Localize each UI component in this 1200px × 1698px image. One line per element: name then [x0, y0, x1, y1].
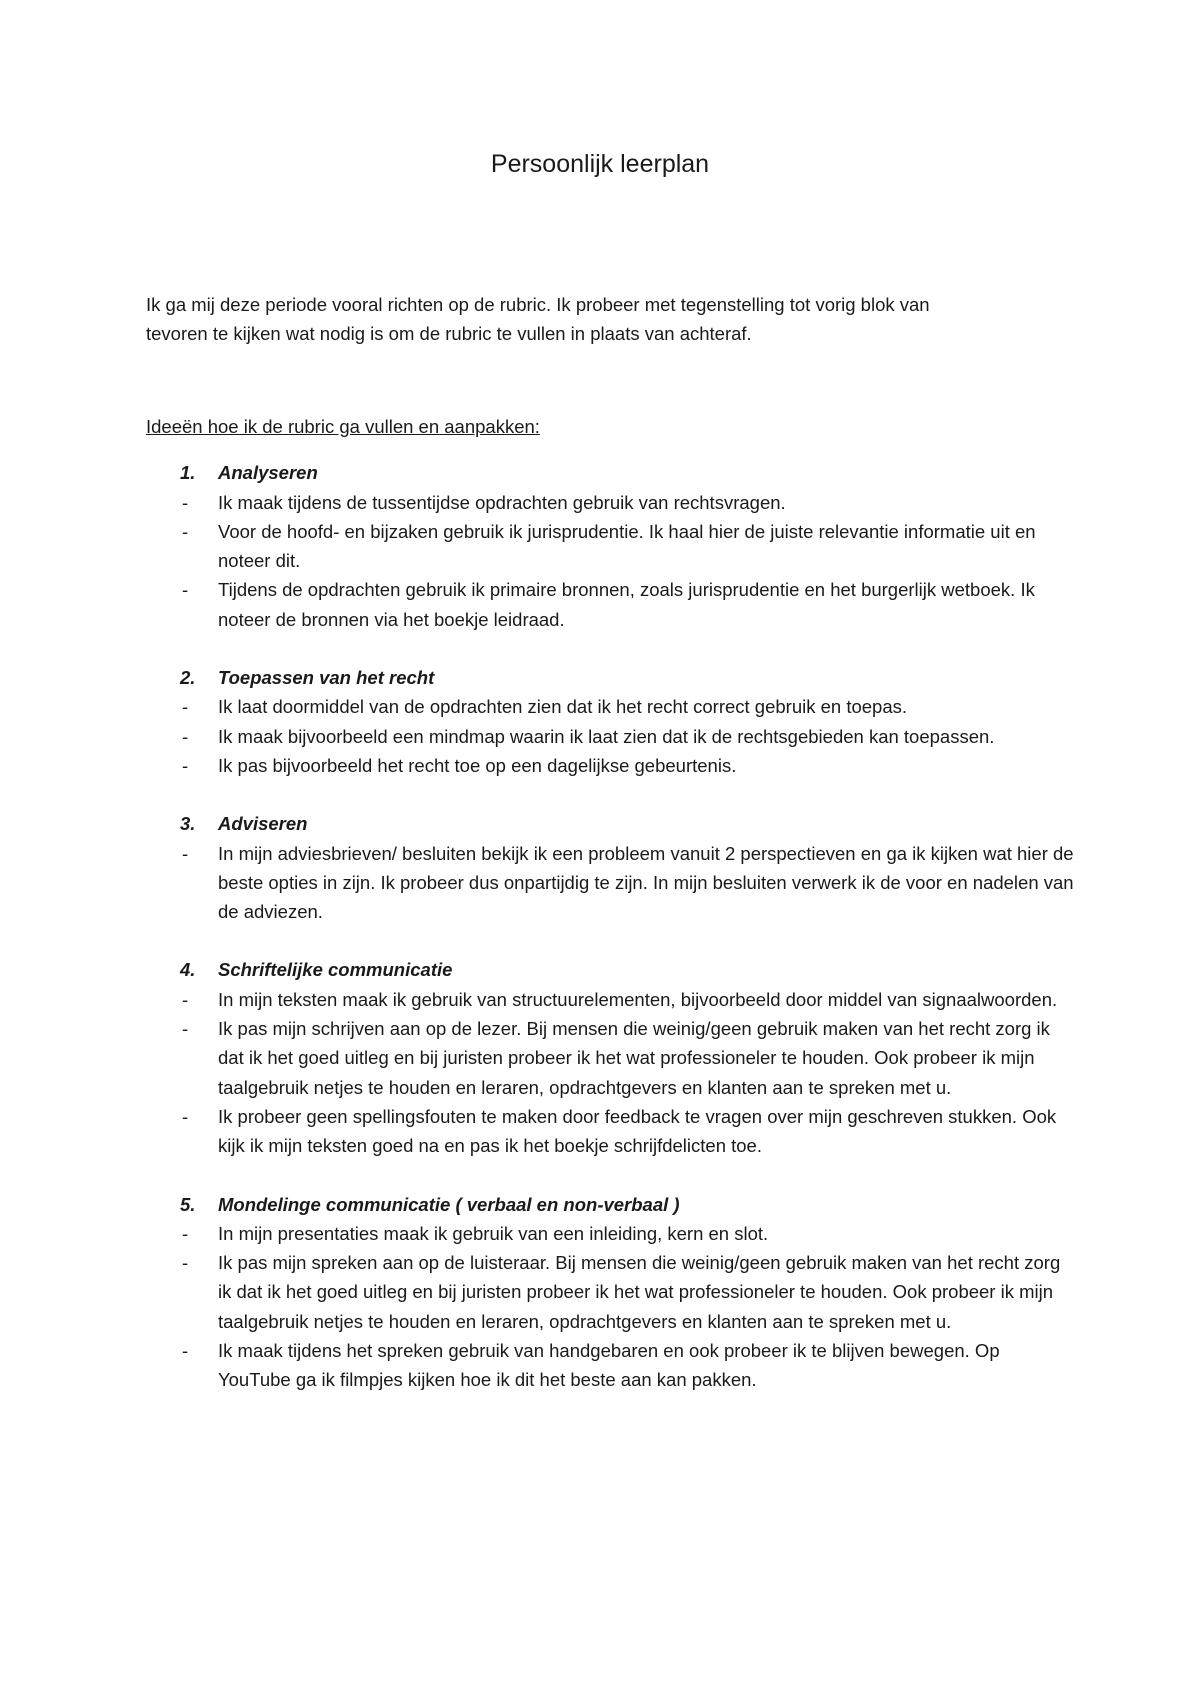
bullet-text: Ik maak tijdens het spreken gebruik van handgebaren en ook probeer ik te blijven bewegen. Op YouTube ga ik filmpjes kijken hoe ik dit het beste aan kan pakken.	[218, 1340, 1000, 1391]
section	[146, 663, 1076, 780]
bullet-text: Ik probeer geen spellingsfouten te maken door feedback te vragen over mijn geschreven stukken. Ook kijk ik mijn teksten goed na en pas ik het boekje schrijfdelicten toe.	[218, 1105, 1057, 1157]
bullet-text: Tijdens de opdrachten gebruik ik primaire bronnen, zoals jurisprudentie en het burgerlijk wetboek. Ik noteer de bronnen via het boekje leidraad.	[218, 579, 1035, 630]
bullet-text: In mijn teksten maak ik gebruik van structuurelementen, bijvoorbeeld door middel van signaalwoorden.	[218, 988, 1058, 1010]
bullet-dash: -	[182, 579, 189, 601]
bullet-dash: -	[182, 520, 189, 542]
bullet-item	[146, 1219, 1076, 1248]
bullet-dash: -	[182, 754, 189, 776]
bullet-text: Ik maak tijdens de tussentijdse opdrachten gebruik van rechtsvragen.	[218, 491, 786, 513]
bullet-dash: -	[182, 1222, 189, 1244]
bullet-item	[146, 1248, 1076, 1336]
section-heading	[146, 663, 1076, 692]
bullet-text: In mijn presentaties maak ik gebruik van een inleiding, kern en slot.	[218, 1222, 769, 1244]
ideas-content	[146, 412, 1076, 1424]
section-heading	[146, 1190, 1076, 1219]
bullet-dash: -	[182, 842, 189, 864]
section-heading	[146, 955, 1076, 984]
bullet-item	[146, 1014, 1076, 1102]
document-title: Persoonlijk leerplan	[490, 150, 710, 178]
section-number: 1.	[180, 462, 196, 484]
section-title: Schriftelijke communicatie	[218, 959, 453, 981]
section-title: Toepassen van het recht	[218, 667, 435, 689]
section-number: 2.	[180, 667, 196, 689]
bullet-text: In mijn adviesbrieven/ besluiten bekijk ik een probleem vanuit 2 perspectieven en ga ik kijken wat hier de beste opties in zijn. Ik probeer dus onpartijdig te zijn. In mijn besluiten verwerk ik de voor en nadelen van de adviezen.	[218, 842, 1074, 923]
bullet-item	[146, 1336, 1076, 1395]
bullet-item	[146, 985, 1076, 1014]
ideas-heading: Ideeën hoe ik de rubric ga vullen en aanpakken:	[146, 416, 540, 437]
section-heading	[146, 809, 1076, 838]
bullet-dash: -	[182, 1340, 189, 1362]
intro-paragraph	[146, 290, 1076, 348]
bullet-dash: -	[182, 491, 189, 513]
intro-line: tevoren te kijken wat nodig is om de rubric te vullen in plaats van achteraf.	[146, 323, 752, 344]
bullet-dash: -	[182, 1252, 189, 1274]
bullet-text: Ik pas mijn schrijven aan op de lezer. Bij mensen die weinig/geen gebruik maken van het recht zorg ik dat ik het goed uitleg en bij juristen probeer ik het wat professioneler te houden. Ook probeer ik mijn taalgebruik netjes te houden en leraren, opdrachtgevers en klanten aan te spreken met u.	[218, 1018, 1050, 1098]
section	[146, 458, 1076, 634]
bullet-item	[146, 722, 1076, 751]
section-title: Mondelinge communicatie ( verbaal en non-verbaal )	[218, 1193, 680, 1215]
section-title: Analyseren	[218, 462, 318, 484]
intro-line: Ik ga mij deze periode vooral richten op de rubric. Ik probeer met tegenstelling tot vorig blok van	[146, 294, 930, 315]
bullet-dash: -	[182, 988, 189, 1010]
section-number: 4.	[180, 959, 196, 981]
bullet-dash: -	[182, 696, 189, 718]
bullet-dash: -	[182, 1018, 189, 1040]
section-number: 3.	[180, 813, 196, 835]
bullet-text: Ik laat doormiddel van de opdrachten zien dat ik het recht correct gebruik en toepas.	[218, 696, 908, 718]
bullet-item	[146, 751, 1076, 780]
bullet-item	[146, 692, 1076, 721]
section-number: 5.	[180, 1193, 196, 1215]
section	[146, 809, 1076, 926]
bullet-text: Ik maak bijvoorbeeld een mindmap waarin ik laat zien dat ik de rechtsgebieden kan toepassen.	[218, 725, 995, 747]
bullet-item	[146, 1102, 1076, 1161]
section	[146, 1190, 1076, 1395]
bullet-item	[146, 839, 1076, 927]
bullet-item	[146, 517, 1076, 576]
bullet-text: Voor de hoofd- en bijzaken gebruik ik jurisprudentie. Ik haal hier de juiste relevantie informatie uit en noteer dit.	[218, 520, 1036, 572]
bullet-item	[146, 488, 1076, 517]
bullet-item	[146, 575, 1076, 634]
bullet-dash: -	[182, 1105, 189, 1127]
bullet-dash: -	[182, 725, 189, 747]
section	[146, 955, 1076, 1160]
section-heading	[146, 458, 1076, 487]
bullet-text: Ik pas bijvoorbeeld het recht toe op een dagelijkse gebeurtenis.	[218, 754, 737, 776]
sections-list	[146, 458, 1076, 1394]
bullet-text: Ik pas mijn spreken aan op de luisteraar. Bij mensen die weinig/geen gebruik maken van het recht zorg ik dat ik het goed uitleg en bij juristen probeer ik het wat professioneler te houden. Ook probeer ik mijn taalgebruik netjes te houden en leraren, opdrachtgevers en klanten aan te spreken met u.	[218, 1252, 1061, 1332]
section-title: Adviseren	[218, 813, 308, 835]
